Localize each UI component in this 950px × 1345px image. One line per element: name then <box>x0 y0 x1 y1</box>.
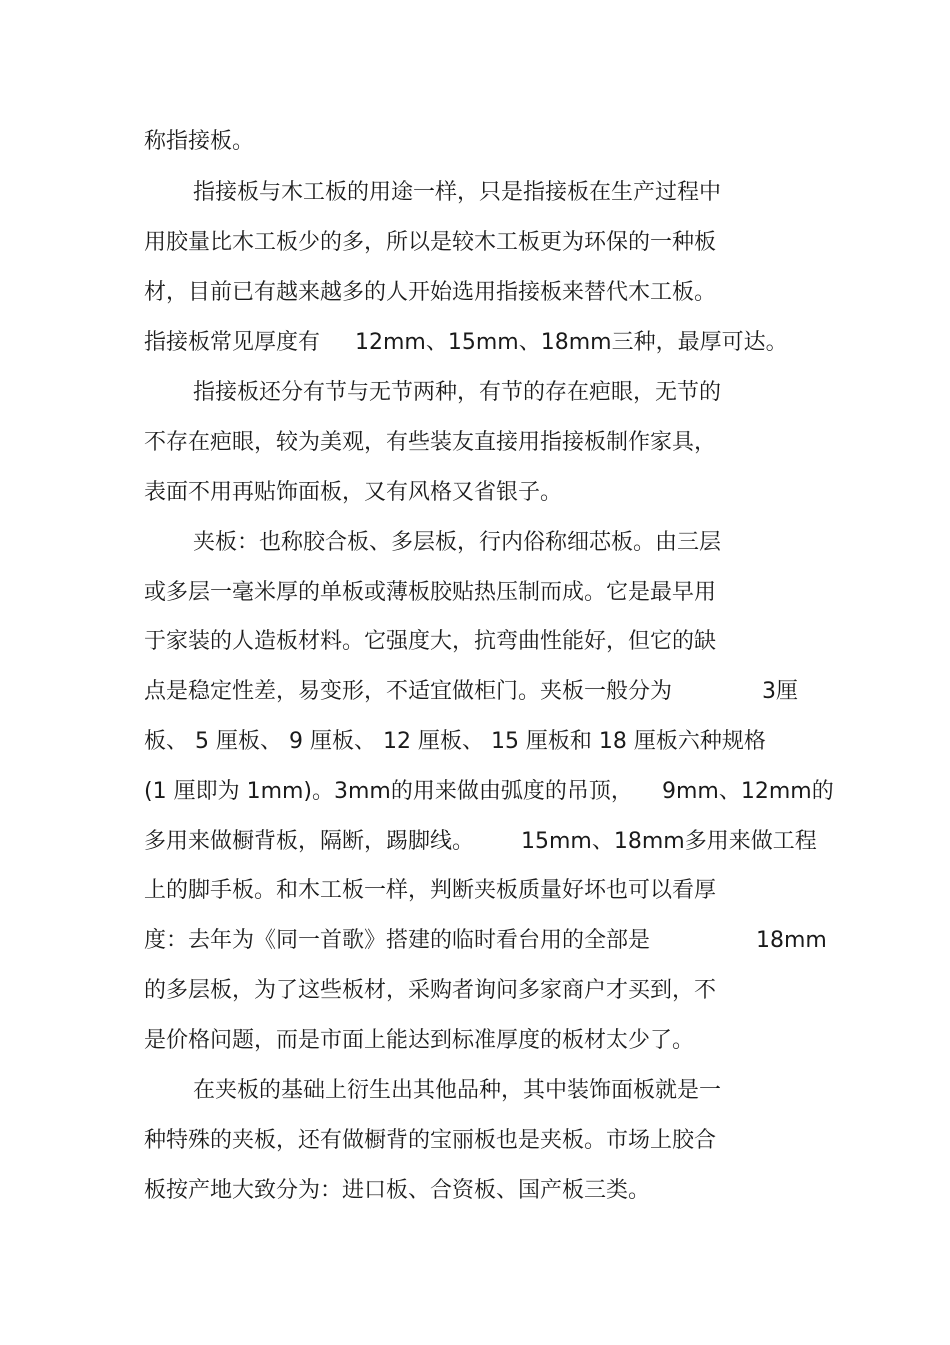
paragraph-line: 15mm、18mm多用来做工程 <box>521 829 817 854</box>
paragraph-line: (1 厘即为 1mm)。3mm的用来做由弧度的吊顶， <box>144 779 633 804</box>
paragraph-line: 的多层板，为了这些板材，采购者询问多家商户才买到，不 <box>144 978 717 1003</box>
paragraph-line: 用胶量比木工板少的多，所以是较木工板更为环保的一种板 <box>144 230 717 255</box>
paragraph-line: 板按产地大致分为：进口板、合资板、国产板三类。 <box>144 1178 651 1203</box>
paragraph-line: 材，目前已有越来越多的人开始选用指接板来替代木工板。 <box>144 280 717 305</box>
paragraph-line: 板、 5 厘板、 9 厘板、 12 厘板、 15 厘板和 18 厘板六种规格 <box>144 729 766 754</box>
paragraph-line: 在夹板的基础上衍生出其他品种，其中装饰面板就是一 <box>193 1078 722 1103</box>
paragraph-line: 表面不用再贴饰面板，又有风格又省银子。 <box>144 480 563 505</box>
paragraph-line: 12mm、15mm、18mm三种，最厚可达。 <box>355 330 788 355</box>
paragraph-line: 指接板常见厚度有 <box>144 330 321 355</box>
paragraph-line: 夹板：也称胶合板、多层板，行内俗称细芯板。由三层 <box>193 530 722 555</box>
paragraph-line: 是价格问题，而是市面上能达到标准厚度的板材太少了。 <box>144 1028 695 1053</box>
paragraph-line: 种特殊的夹板，还有做橱背的宝丽板也是夹板。市场上胶合 <box>144 1128 717 1153</box>
paragraph-line: 或多层一毫米厚的单板或薄板胶贴热压制而成。它是最早用 <box>144 580 717 605</box>
paragraph-line: 18mm <box>756 928 827 953</box>
paragraph-line: 9mm、12mm的 <box>662 779 834 804</box>
paragraph-line: 上的脚手板。和木工板一样，判断夹板质量好坏也可以看厚 <box>144 878 717 903</box>
paragraph-line: 点是稳定性差，易变形，不适宜做柜门。夹板一般分为 <box>144 679 673 704</box>
paragraph-line: 多用来做橱背板，隔断，踢脚线。 <box>144 829 475 854</box>
paragraph-line: 指接板与木工板的用途一样，只是指接板在生产过程中 <box>193 180 722 205</box>
paragraph-line: 指接板还分有节与无节两种，有节的存在疤眼，无节的 <box>193 380 722 405</box>
paragraph-line: 不存在疤眼，较为美观，有些装友直接用指接板制作家具， <box>144 430 717 455</box>
paragraph-line: 3厘 <box>762 679 798 704</box>
paragraph-line: 于家装的人造板材料。它强度大，抗弯曲性能好，但它的缺 <box>144 629 717 654</box>
paragraph-line: 称指接板。 <box>144 129 255 154</box>
paragraph-line: 度：去年为《同一首歌》搭建的临时看台用的全部是 <box>144 928 651 953</box>
